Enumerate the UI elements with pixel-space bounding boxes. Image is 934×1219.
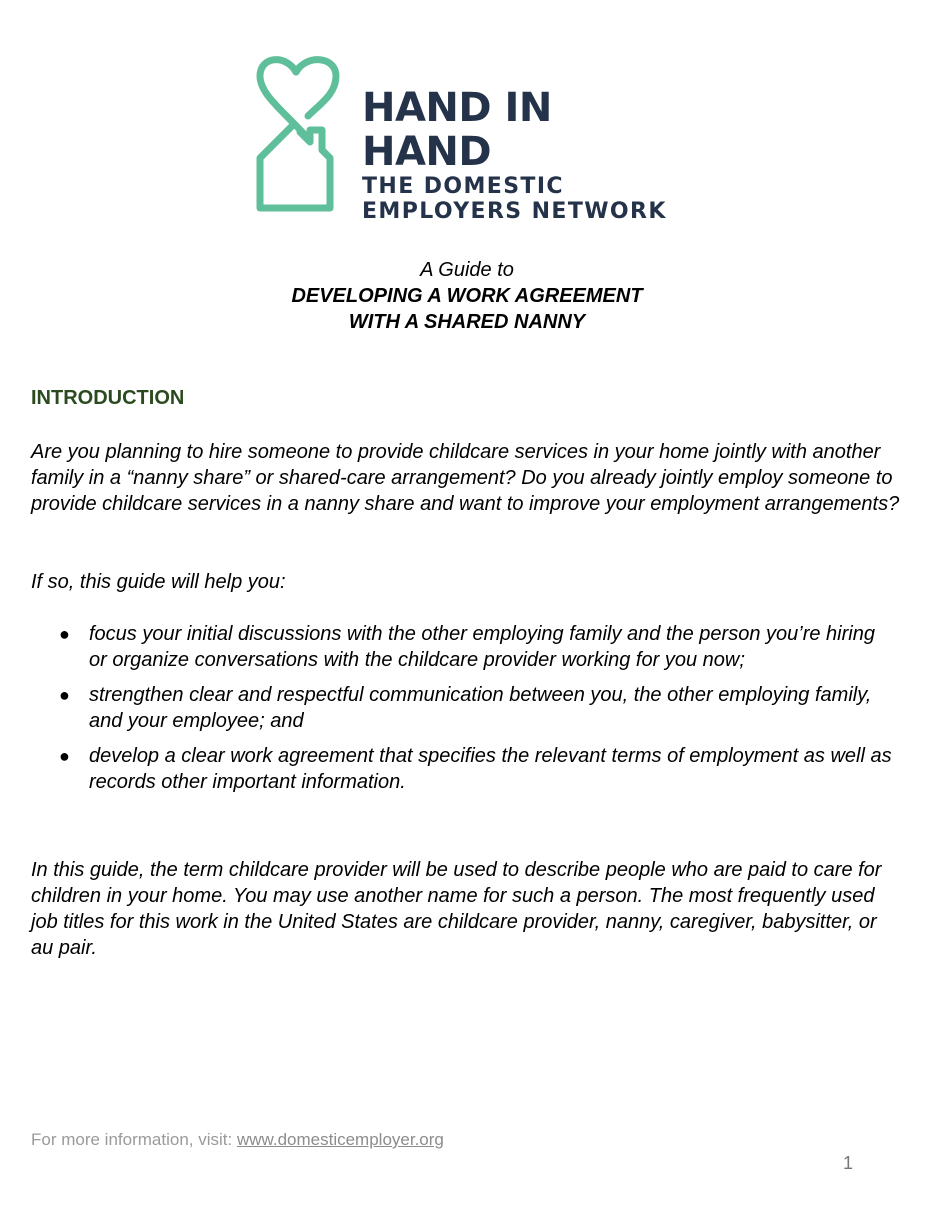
title-line2: WITH A SHARED NANNY xyxy=(348,311,586,333)
logo-subtitle-line1: THE DOMESTIC xyxy=(362,174,564,199)
list-item: ● develop a clear work agreement that specifies the relevant terms of employment as well as records other important information. xyxy=(59,745,892,793)
footer-prefix: For more information, visit: xyxy=(31,1130,237,1149)
bullet-icon: ● xyxy=(59,624,70,644)
title-line1: DEVELOPING A WORK AGREEMENT xyxy=(291,285,643,307)
logo-text xyxy=(362,86,692,224)
logo-subtitle-line2: EMPLOYERS NETWORK xyxy=(362,199,667,224)
bullet-icon: ● xyxy=(59,746,70,766)
heart-house-icon xyxy=(252,50,344,218)
footer xyxy=(31,1130,444,1150)
bullet-list xyxy=(0,621,934,804)
website-link[interactable]: www.domesticemployer.org xyxy=(236,1130,444,1149)
title-pre: A Guide to xyxy=(420,259,514,281)
bullet-icon: ● xyxy=(59,685,70,705)
list-item: ● focus your initial discussions with the other employing family and the person you’re hiring or organize conversations with the childcare provider working for you now; xyxy=(59,623,875,671)
page-number: 1 xyxy=(843,1153,854,1173)
list-item: ● strengthen clear and respectful communication between you, the other employing family, and your employee; and xyxy=(59,684,872,732)
logo-title: HAND IN HAND xyxy=(362,85,552,175)
intro-paragraph-1: Are you planning to hire someone to provide childcare services in your home jointly with another family in a “nanny share” or shared-care arrangement? Do you already jointly employ someone to provide childcare services in a nanny share and want to improve your employment arrangements? xyxy=(31,441,900,515)
intro-paragraph-3: In this guide, the term childcare provider will be used to describe people who are paid to care for children in your home. You may use another name for such a person. The most frequently used job titles for this work in the United States are childcare provider, nanny, caregiver, babysitter, or au pair. xyxy=(31,859,882,959)
intro-paragraph-2: If so, this guide will help you: xyxy=(31,571,286,593)
logo xyxy=(252,50,692,224)
section-heading: INTRODUCTION xyxy=(31,387,185,409)
document-title xyxy=(0,257,934,335)
